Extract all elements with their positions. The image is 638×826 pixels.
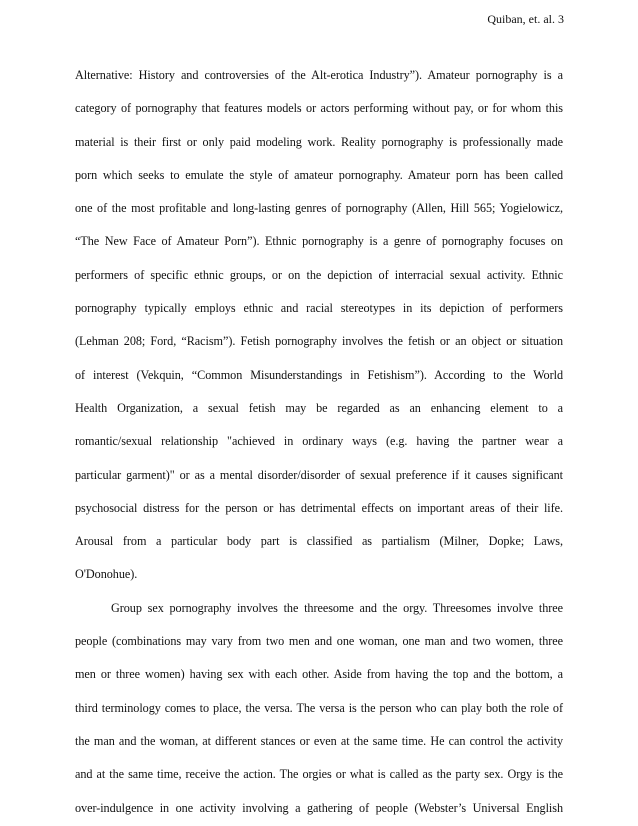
paragraph-line: Health Organization, a sexual fetish may be regarded as an enhancing element to a xyxy=(75,400,563,415)
running-head: Quiban, et. al. 3 xyxy=(487,12,564,26)
paragraph-line: particular garment)" or as a mental disorder/disorder of sexual preference if it causes significant xyxy=(75,467,563,482)
paragraph-line: “The New Face of Amateur Porn”). Ethnic pornography is a genre of pornography focuses on xyxy=(75,234,563,249)
paragraph-line: category of pornography that features models or actors performing without pay, or for whom this xyxy=(75,101,563,116)
body-text xyxy=(75,59,563,825)
paragraph-line: the man and the woman, at different stances or even at the same time. He can control the activity xyxy=(75,733,563,748)
paragraph-line: men or three women) having sex with each other. Aside from having the top and the bottom, a xyxy=(75,667,563,682)
paragraph-line: of interest (Vekquin, “Common Misunderstandings in Fetishism”). According to the World xyxy=(75,367,563,382)
paragraph-line: romantic/sexual relationship "achieved in ordinary ways (e.g. having the partner wear a xyxy=(75,434,563,449)
paragraph-line: one of the most profitable and long-lasting genres of pornography (Allen, Hill 565; Yogielowicz, xyxy=(75,201,563,216)
paragraph-line: Alternative: History and controversies of the Alt-erotica Industry”). Amateur pornography is a xyxy=(75,68,563,82)
paragraph-line: performers of specific ethnic groups, or on the depiction of interracial sexual activity. Ethnic xyxy=(75,267,563,282)
paragraph-line: porn which seeks to emulate the style of amateur pornography. Amateur porn has been called xyxy=(75,167,563,182)
paragraph-line: over-indulgence in one activity involving a gathering of people (Webster’s Universal English xyxy=(75,800,563,815)
paragraph-line: (Lehman 208; Ford, “Racism”). Fetish pornography involves the fetish or an object or situation xyxy=(75,334,563,349)
paragraph-1 xyxy=(75,59,563,592)
paragraph-line: Group sex pornography involves the threesome and the orgy. Threesomes involve three xyxy=(111,600,563,615)
paragraph-line: and at the same time, receive the action. The orgies or what is called as the party sex. Orgy is the xyxy=(75,767,563,782)
paragraph-line: psychosocial distress for the person or has detrimental effects on important areas of their life. xyxy=(75,500,563,515)
paragraph-2 xyxy=(75,592,563,825)
paragraph-line: third terminology comes to place, the versa. The versa is the person who can play both the role of xyxy=(75,700,563,715)
paragraph-line: people (combinations may vary from two men and one woman, one man and two women, three xyxy=(75,634,563,649)
paragraph-line: pornography typically employs ethnic and racial stereotypes in its depiction of performers xyxy=(75,301,563,316)
paragraph-line: O'Donohue). xyxy=(75,567,138,582)
paragraph-line: material is their first or only paid modeling work. Reality pornography is professionally made xyxy=(75,134,563,149)
paragraph-line: Arousal from a particular body part is classified as partialism (Milner, Dopke; Laws, xyxy=(75,534,563,549)
